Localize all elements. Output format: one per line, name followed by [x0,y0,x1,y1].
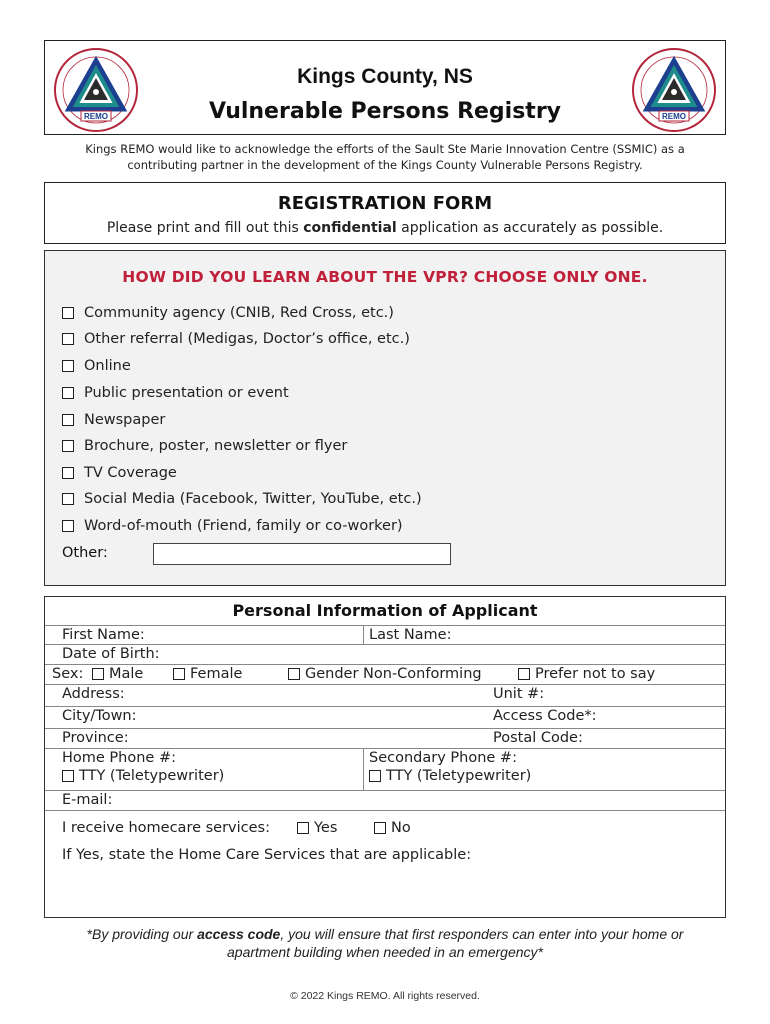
acknowledgement-line-1: Kings REMO would like to acknowledge the efforts of the Sault Ste Marie Innovation Centre (SSMIC) as a [85,142,685,156]
divider [45,706,725,707]
checkbox[interactable] [62,520,74,532]
registration-instructions: Please print and fill out this confidential application as accurately as possible. [106,220,664,236]
checkbox[interactable] [62,387,74,399]
option-community-agency[interactable]: Community agency (CNIB, Red Cross, etc.) [62,305,394,321]
personal-info-heading: Personal Information of Applicant [232,601,538,620]
other-input[interactable] [153,543,451,565]
divider [45,728,725,729]
homecare-services-input[interactable] [62,867,715,911]
copyright-footer: © 2022 Kings REMO. All rights reserved. [290,990,480,1002]
homecare-no-option[interactable]: No [374,820,411,836]
checkbox[interactable] [62,307,74,319]
date-of-birth-field[interactable]: Date of Birth: [62,646,160,662]
sex-option-prefer-not-to-say[interactable]: Prefer not to say [518,666,655,682]
home-phone-tty[interactable]: TTY (Teletypewriter) [62,768,224,784]
checkbox[interactable] [173,668,185,680]
checkbox[interactable] [369,770,381,782]
checkbox[interactable] [62,493,74,505]
homecare-label: I receive homecare services: [62,820,270,836]
secondary-phone-field[interactable]: Secondary Phone #: [369,750,517,766]
divider [45,790,725,791]
postal-code-field[interactable]: Postal Code: [493,730,583,746]
option-word-of-mouth[interactable]: Word-of-mouth (Friend, family or co-worker) [62,518,403,534]
svg-text:REMO: REMO [662,112,686,121]
option-public-presentation[interactable]: Public presentation or event [62,385,289,401]
checkbox[interactable] [288,668,300,680]
checkbox[interactable] [62,333,74,345]
home-phone-field[interactable]: Home Phone #: [62,750,176,766]
option-tv-coverage[interactable]: TV Coverage [62,465,177,481]
option-other-referral[interactable]: Other referral (Medigas, Doctor’s office, etc.) [62,331,410,347]
personal-info-section [44,596,726,918]
county-title: Kings County, NS [297,65,473,88]
column-divider [363,625,364,644]
other-label: Other: [62,545,108,561]
checkbox[interactable] [518,668,530,680]
address-field[interactable]: Address: [62,686,125,702]
vpr-question-heading: HOW DID YOU LEARN ABOUT THE VPR? CHOOSE ONLY ONE. [122,268,648,286]
checkbox[interactable] [62,414,74,426]
registration-box [44,182,726,244]
checkbox[interactable] [62,360,74,372]
unit-field[interactable]: Unit #: [493,686,545,702]
access-code-note: *By providing our access code, you will ensure that first responders can enter into your home or [86,926,684,942]
divider [45,748,725,749]
divider [45,664,725,665]
divider [45,625,725,626]
header-box [44,40,726,135]
province-field[interactable]: Province: [62,730,129,746]
first-name-field[interactable]: First Name: [62,627,145,643]
remo-logo [631,47,717,133]
vpr-source-section [44,250,726,586]
homecare-yes-option[interactable]: Yes [297,820,337,836]
divider [45,644,725,645]
checkbox[interactable] [92,668,104,680]
sex-option-female[interactable]: Female [173,666,242,682]
sex-label: Sex: [52,666,84,682]
sex-option-male[interactable]: Male [92,666,143,682]
secondary-phone-tty[interactable]: TTY (Teletypewriter) [369,768,531,784]
city-field[interactable]: City/Town: [62,708,137,724]
option-newspaper[interactable]: Newspaper [62,412,165,428]
option-brochure[interactable]: Brochure, poster, newsletter or flyer [62,438,347,454]
checkbox[interactable] [374,822,386,834]
column-divider [363,748,364,790]
acknowledgement-line-2: contributing partner in the development of the Kings County Vulnerable Persons Registry. [127,158,643,172]
option-online[interactable]: Online [62,358,131,374]
access-code-note-line-2: apartment building when needed in an emergency* [227,944,543,960]
divider [45,684,725,685]
homecare-services-prompt: If Yes, state the Home Care Services that are applicable: [62,847,472,863]
checkbox[interactable] [297,822,309,834]
checkbox[interactable] [62,467,74,479]
checkbox[interactable] [62,440,74,452]
registry-title: Vulnerable Persons Registry [208,99,562,124]
registration-title: REGISTRATION FORM [277,193,493,214]
checkbox[interactable] [62,770,74,782]
option-social-media[interactable]: Social Media (Facebook, Twitter, YouTube, etc.) [62,491,422,507]
sex-option-gender-non-conforming[interactable]: Gender Non-Conforming [288,666,482,682]
access-code-field[interactable]: Access Code*: [493,708,597,724]
email-field[interactable]: E-mail: [62,792,113,808]
last-name-field[interactable]: Last Name: [369,627,452,643]
svg-text:REMO: REMO [84,112,108,121]
divider [45,810,725,811]
